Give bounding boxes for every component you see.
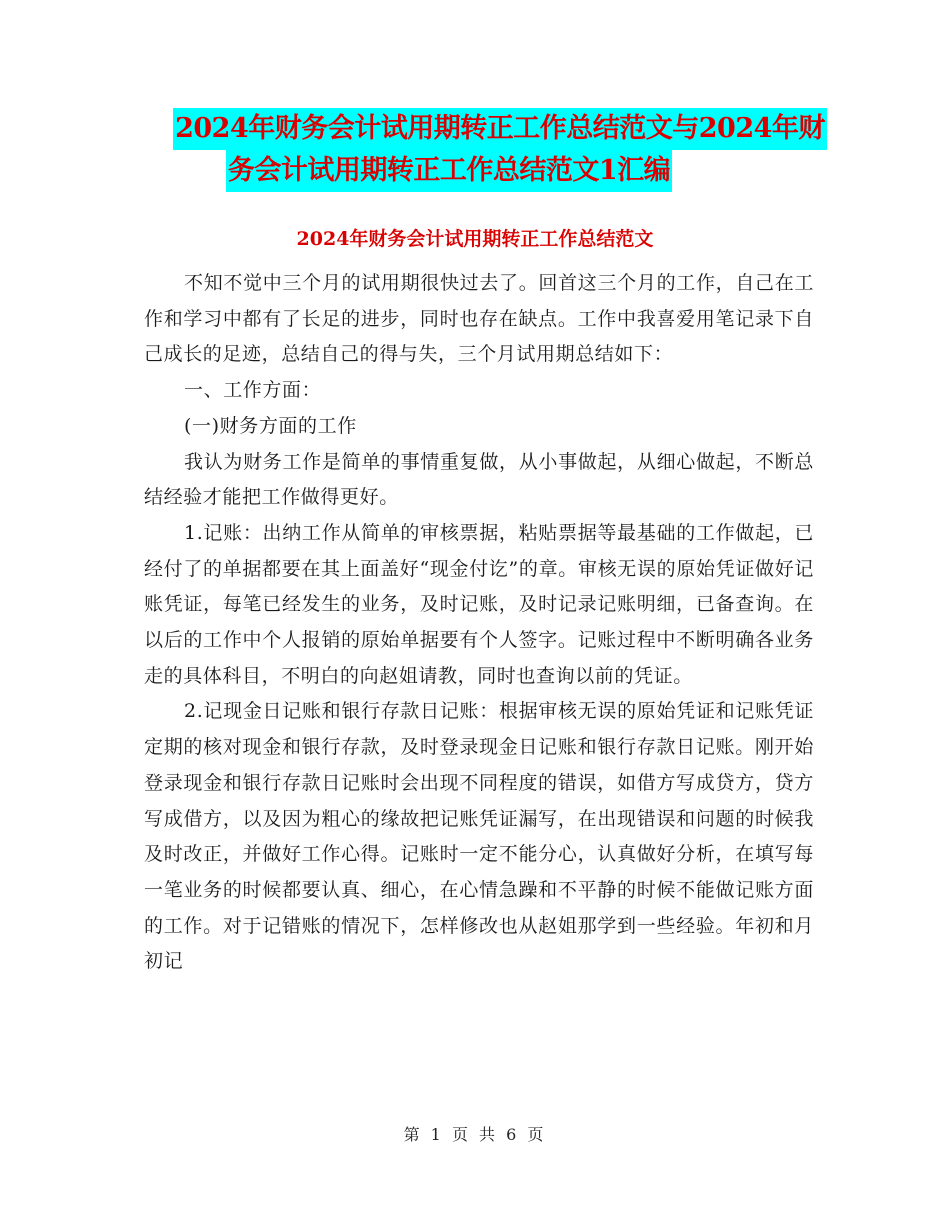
page-footer: 第 1 页 共 6 页 xyxy=(403,1125,547,1144)
heading-work-aspect: 一、工作方面： xyxy=(184,379,322,402)
title-line-1: 2024年财务会计试用期转正工作总结范文与2024年财 xyxy=(173,108,827,150)
document-title xyxy=(0,108,950,192)
paragraph-journal: 2.记现金日记账和银行存款日记账：根据审核无误的原始凭证和记账凭证定期的核对现金和银行存款，及时登录现金日记账和银行存款日记账。刚开始登录现金和银行存款日记账时会出现不同程度的错误，如借方写成贷方，贷方写成借方，以及因为粗心的缘故把记账凭证漏写，在出现错误和问题的时候我及时改正，并做好工作心得。记账时一定不能分心，认真做好分析，在填写每一笔业务的时候都要认真、细心，在心情急躁和不平静的时候不能做记账方面的工作。对于记错账的情况下，怎样修改也从赵姐那学到一些经验。年初和月初记 xyxy=(144,700,814,973)
heading-finance-work: (一)财务方面的工作 xyxy=(184,414,357,437)
document-body xyxy=(144,266,814,980)
paragraph-bookkeeping: 1.记账：出纳工作从简单的审核票据，粘贴票据等最基础的工作做起，已经付了的单据都要在其上面盖好“现金付讫”的章。审核无误的原始凭证做好记账凭证，每笔已经发生的业务，及时记账，及时记录记账明细，已备查询。在以后的工作中个人报销的原始单据要有个人签字。记账过程中不断明确各业务走的具体科目，不明白的向赵姐请教，同时也查询以前的凭证。 xyxy=(144,521,814,687)
title-line-2: 务会计试用期转正工作总结范文1汇编 xyxy=(226,150,672,192)
section-subtitle: 2024年财务会计试用期转正工作总结范文 xyxy=(296,228,654,250)
paragraph-finance-view: 我认为财务工作是简单的事情重复做，从小事做起，从细心做起，不断总结经验才能把工作做得更好。 xyxy=(144,450,814,509)
paragraph-intro: 不知不觉中三个月的试用期很快过去了。回首这三个月的工作，自己在工作和学习中都有了长足的进步，同时也存在缺点。工作中我喜爱用笔记录下自己成长的足迹，总结自己的得与失，三个月试用期总结如下： xyxy=(144,272,814,366)
